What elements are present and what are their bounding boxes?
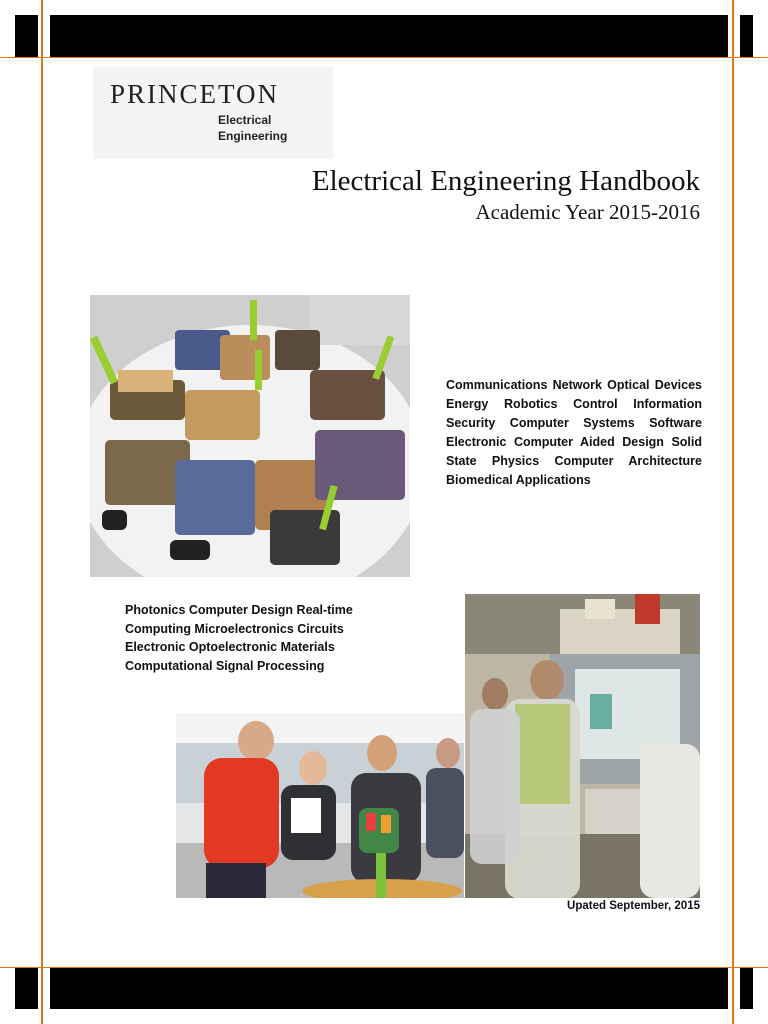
logo-line-2: Engineering	[218, 129, 288, 143]
lab-photo	[465, 594, 700, 898]
top-border-bar	[15, 15, 38, 57]
topic-line: Computing Microelectronics Circuits	[125, 621, 344, 636]
top-border-bar	[740, 15, 753, 57]
princeton-logo	[93, 67, 333, 159]
handbook-title: Electrical Engineering Handbook	[311, 165, 700, 197]
logo-wordmark: PRINCETON	[110, 79, 280, 109]
topics-paragraph-left	[125, 601, 425, 675]
topic-line: Electronic Optoelectronic Materials	[125, 640, 335, 654]
topic-line: Computational Signal Processing	[125, 658, 325, 673]
updated-date: Upated September, 2015	[567, 900, 700, 912]
right-accent-line	[732, 0, 734, 1024]
bottom-accent-line	[0, 967, 768, 968]
bottom-border-bar	[50, 967, 728, 1009]
logo-department	[218, 112, 287, 144]
top-accent-line	[0, 57, 768, 58]
left-accent-line	[41, 0, 43, 1024]
topic-line: Photonics Computer Design Real-time	[125, 603, 353, 617]
students-photo	[176, 713, 464, 898]
topics-paragraph-right: Communications Network Optical Devices Energy Robotics Control Information Security Computer Systems Software Electronic Computer Aided Design Solid State Physics Computer Architecture Biomedical Applications	[446, 378, 702, 487]
bottom-border-bar	[740, 967, 753, 1009]
top-border-bar	[50, 15, 728, 57]
logo-line-1: Electrical	[218, 113, 272, 127]
academic-year: Academic Year 2015-2016	[475, 200, 700, 224]
robots-photo	[90, 295, 410, 577]
bottom-border-bar	[15, 967, 38, 1009]
